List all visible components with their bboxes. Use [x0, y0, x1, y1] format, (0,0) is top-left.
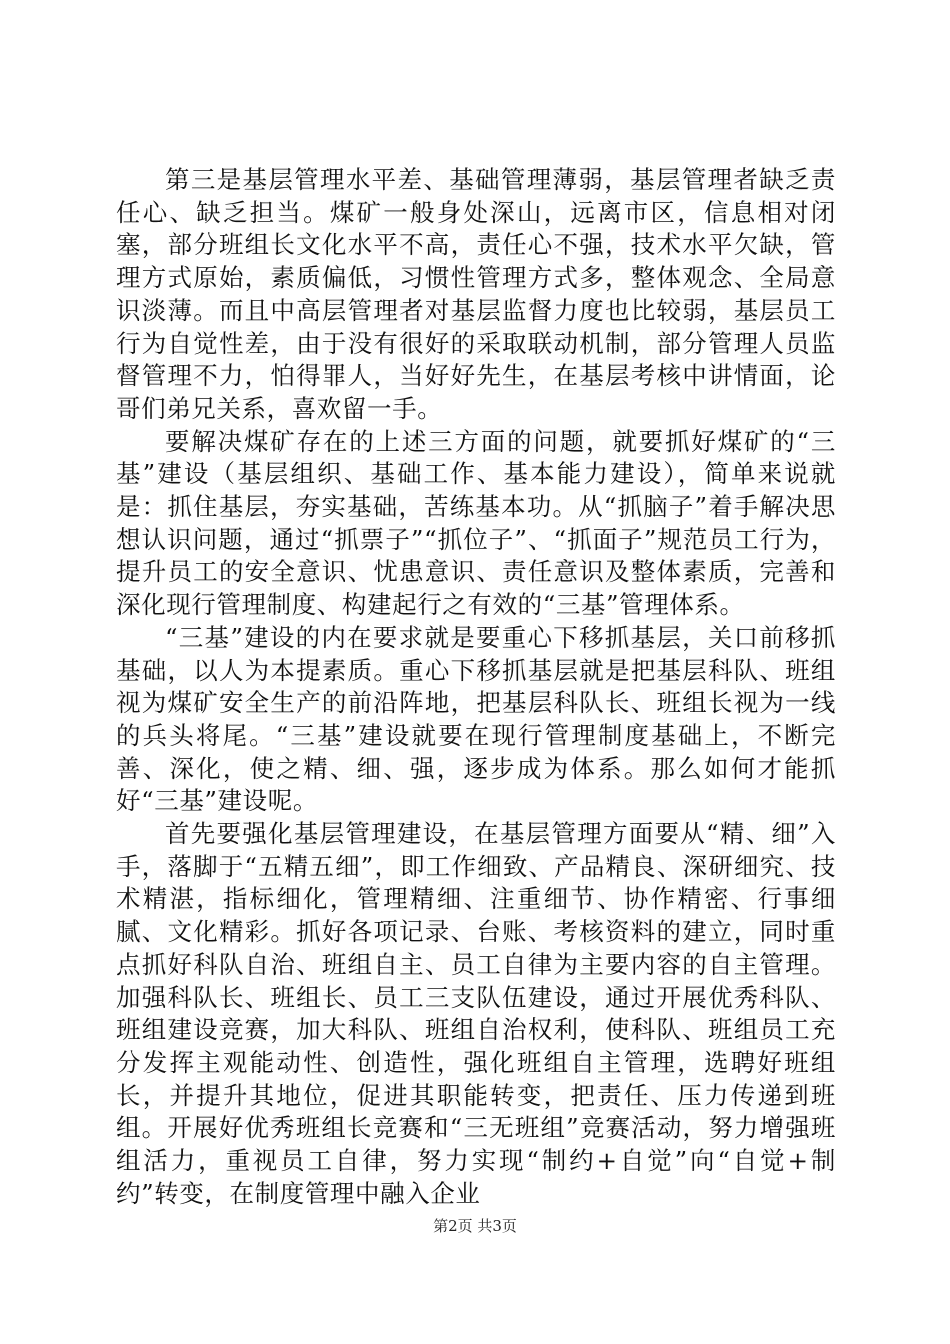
paragraph-3: “三基”建设的内在要求就是要重心下移抓基层，关口前移抓基础，以人为本提素质。重心下移抓基层就是把基层科队、班组视为煤矿安全生产的前沿阵地，把基层科队长、班组长视为一线的兵头将尾。“三基”建设就要在现行管理制度基础上，不断完善、深化，使之精、细、强，逐步成为体系。那么如何才能抓好“三基”建设呢。	[116, 622, 836, 816]
paragraph-2: 要解决煤矿存在的上述三方面的问题，就要抓好煤矿的“三基”建设（基层组织、基础工作、基本能力建设），简单来说就是：抓住基层，夯实基础，苦练基本功。从“抓脑子”着手解决思想认识问题，通过“抓票子”“抓位子”、“抓面子”规范员工行为，提升员工的安全意识、忧患意识、责任意识及整体素质，完善和深化现行管理制度、构建起行之有效的“三基”管理体系。	[116, 426, 836, 620]
paragraph-1: 第三是基层管理水平差、基础管理薄弱，基层管理者缺乏责任心、缺乏担当。煤矿一般身处深山，远离市区，信息相对闭塞，部分班组长文化水平不高，责任心不强，技术水平欠缺，管理方式原始，素质偏低，习惯性管理方式多，整体观念、全局意识淡薄。而且中高层管理者对基层监督力度也比较弱，基层员工行为自觉性差，由于没有很好的采取联动机制，部分管理人员监督管理不力，怕得罪人，当好好先生，在基层考核中讲情面，论哥们弟兄关系，喜欢留一手。	[116, 165, 836, 423]
page-number-footer: 第2页 共3页	[433, 1217, 517, 1235]
body-text	[116, 164, 836, 1211]
paragraph-4: 首先要强化基层管理建设，在基层管理方面要从“精、细”入手，落脚于“五精五细”，即工作细致、产品精良、深研细究、技术精湛，指标细化，管理精细、注重细节、协作精密、行事细腻、文化精彩。抓好各项记录、台账、考核资料的建立，同时重点抓好科队自治、班组自主、员工自律为主要内容的自主管理。加强科队长、班组长、员工三支队伍建设，通过开展优秀科队、班组建设竞赛，加大科队、班组自治权利，使科队、班组员工充分发挥主观能动性、创造性，强化班组自主管理，选聘好班组长，并提升其地位，促进其职能转变，把责任、压力传递到班组。开展好优秀班组长竞赛和“三无班组”竞赛活动，努力增强班组活力，重视员工自律，努力实现“制约+自觉”向“自觉+制约”转变，在制度管理中融入企业	[116, 819, 836, 1208]
